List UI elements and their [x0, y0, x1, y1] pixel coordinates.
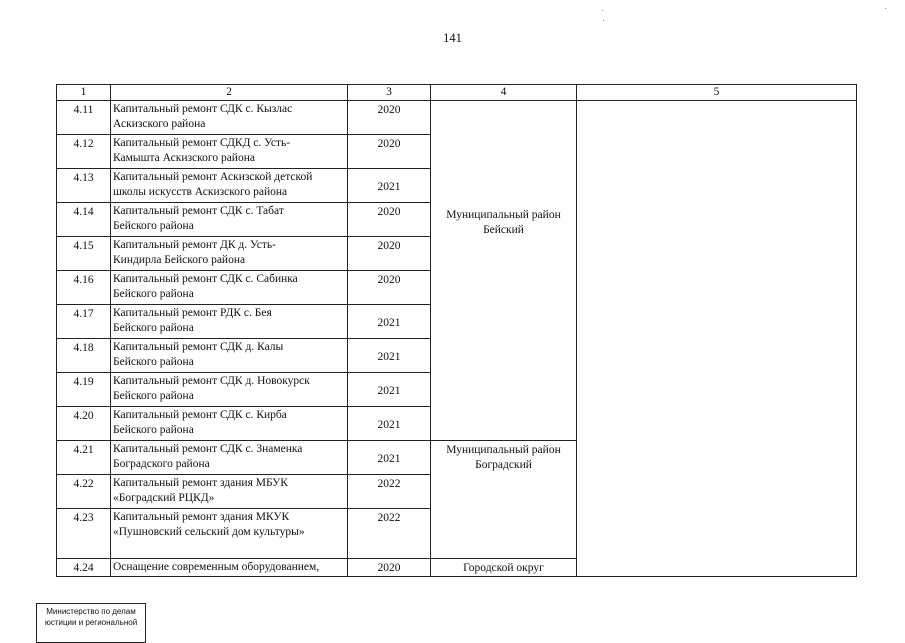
row-year: 2020 [348, 271, 431, 305]
row-number: 4.13 [57, 169, 111, 203]
scan-speck [885, 8, 886, 9]
row-name: Капитальный ремонт здания МКУК «Пушновский сельский дом культуры» [111, 509, 348, 559]
row-name: Капитальный ремонт РДК с. Бея Бейского района [111, 305, 348, 339]
row-number: 4.24 [57, 559, 111, 577]
row-name: Оснащение современным оборудованием, [111, 559, 348, 577]
header-col-3: 3 [348, 85, 431, 101]
row-year: 2021 [348, 373, 431, 407]
header-col-2: 2 [111, 85, 348, 101]
stamp-line: юстиции и региональной [44, 618, 138, 627]
row-year: 2020 [348, 559, 431, 577]
row-number: 4.22 [57, 475, 111, 509]
row-year: 2020 [348, 203, 431, 237]
row-number: 4.16 [57, 271, 111, 305]
column-5-empty [577, 101, 857, 577]
row-year: 2022 [348, 475, 431, 509]
row-year: 2020 [348, 135, 431, 169]
row-name: Капитальный ремонт СДК с. Кирба Бейского района [111, 407, 348, 441]
row-number: 4.20 [57, 407, 111, 441]
row-name: Капитальный ремонт СДК с. Табат Бейского района [111, 203, 348, 237]
row-year: 2020 [348, 237, 431, 271]
ministry-stamp [36, 603, 146, 643]
municipality-cell-city [431, 559, 577, 577]
header-row [57, 85, 857, 101]
municipality-name: Муниципальный район Бейский [446, 209, 561, 236]
row-name: Капитальный ремонт СДК с. Сабинка Бейского района [111, 271, 348, 305]
header-col-5: 5 [577, 85, 857, 101]
program-table [56, 84, 857, 577]
row-name: Капитальный ремонт СДК с. Знаменка Боградского района [111, 441, 348, 475]
row-number: 4.21 [57, 441, 111, 475]
row-number: 4.18 [57, 339, 111, 373]
page-number: 141 [443, 31, 462, 45]
table-row [57, 101, 857, 135]
row-number: 4.19 [57, 373, 111, 407]
municipality-name: Городской округ [463, 562, 544, 574]
row-name: Капитальный ремонт СДКД с. Усть- Камышта Аскизского района [111, 135, 348, 169]
row-year: 2021 [348, 339, 431, 373]
row-name: Капитальный ремонт СДК д. Калы Бейского района [111, 339, 348, 373]
scan-speck [602, 10, 603, 11]
row-name: Капитальный ремонт здания МБУК «Боградский РЦКД» [111, 475, 348, 509]
municipality-name: Муниципальный район Боградский [446, 444, 561, 471]
scan-speck [603, 20, 604, 21]
row-year: 2021 [348, 441, 431, 475]
row-number: 4.23 [57, 509, 111, 559]
header-col-1: 1 [57, 85, 111, 101]
row-name: Капитальный ремонт СДК с. Кызлас Аскизского района [111, 101, 348, 135]
row-number: 4.11 [57, 101, 111, 135]
municipality-cell-beysky [431, 101, 577, 441]
header-col-4: 4 [431, 85, 577, 101]
row-name: Капитальный ремонт Аскизской детской школы искусств Аскизского района [111, 169, 348, 203]
row-number: 4.14 [57, 203, 111, 237]
row-year: 2021 [348, 169, 431, 203]
row-year: 2022 [348, 509, 431, 559]
row-name: Капитальный ремонт ДК д. Усть- Киндирла Бейского района [111, 237, 348, 271]
row-number: 4.17 [57, 305, 111, 339]
row-year: 2020 [348, 101, 431, 135]
row-year: 2021 [348, 305, 431, 339]
row-name: Капитальный ремонт СДК д. Новокурск Бейского района [111, 373, 348, 407]
municipality-cell-bogradsky [431, 441, 577, 559]
stamp-line: Министерство по делам [46, 607, 136, 616]
row-year: 2021 [348, 407, 431, 441]
row-number: 4.15 [57, 237, 111, 271]
row-number: 4.12 [57, 135, 111, 169]
